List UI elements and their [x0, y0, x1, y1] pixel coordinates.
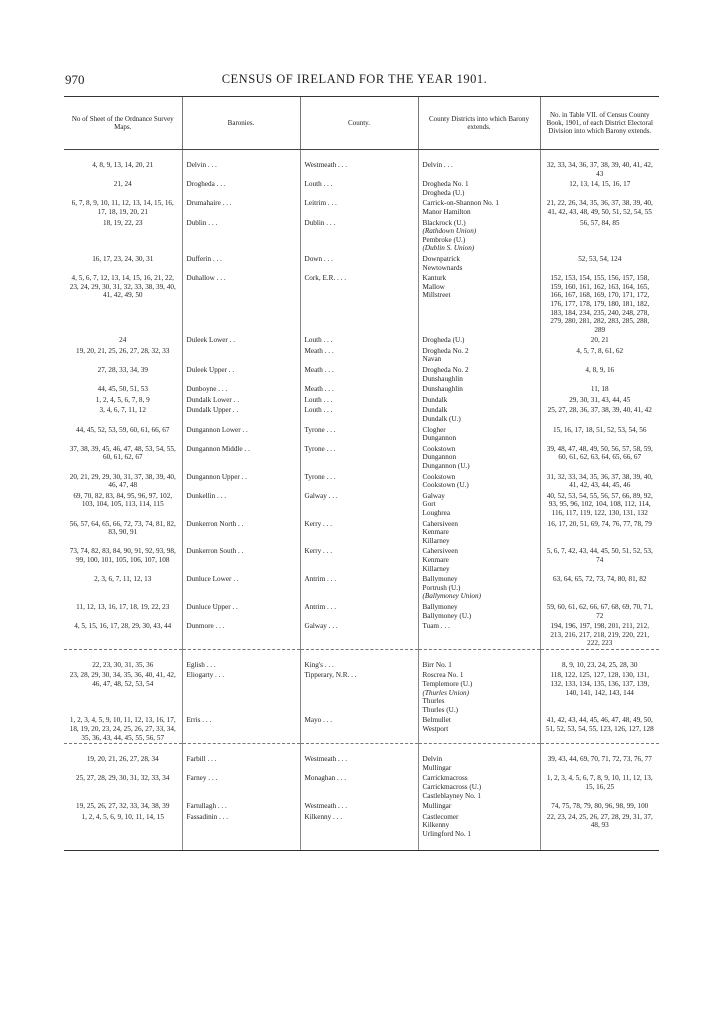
table-row: [64, 519, 659, 547]
district-name: Killarney: [422, 536, 450, 545]
district-cell: [418, 365, 540, 384]
district-name: Dunshaughlin: [422, 385, 463, 394]
district-name: Dundalk (U.): [422, 415, 461, 424]
district-name: Carrickmacross: [422, 774, 468, 783]
sheet-cell: 3, 4, 6, 7, 11, 12: [99, 406, 146, 415]
barony-cell: Drogheda . . .: [182, 179, 300, 198]
sheet-cell: 19, 20, 21, 25, 26, 27, 28, 32, 33: [76, 346, 170, 355]
sheet-cell: 20, 21, 29, 29, 30, 31, 37, 38, 39, 40, 46, 47, 48: [69, 472, 176, 490]
table-number-cell: 11, 18: [540, 384, 659, 395]
spacer-cell: [182, 150, 300, 161]
barony-cell: Eliogarty . . .: [182, 670, 300, 715]
spacer-cell: [64, 744, 182, 755]
table-row: [64, 335, 659, 346]
spacer-cell: [540, 840, 659, 851]
table-number-cell: 12, 13, 14, 15, 16, 17: [540, 179, 659, 198]
table-number-cell: 29, 30, 31, 43, 44, 45: [540, 395, 659, 406]
district-cell: [418, 384, 540, 395]
district-name: Carrick-on-Shannon No. 1: [422, 199, 499, 208]
barony-cell: Dunmore . . .: [182, 621, 300, 649]
barony-cell: Duleek Lower . .: [182, 335, 300, 346]
table-number-cell: 74, 75, 78, 79, 80, 96, 98, 99, 100: [540, 801, 659, 812]
district-name: Delvin: [422, 755, 443, 764]
table-number-cell: 31, 32, 33, 34, 35, 36, 37, 38, 39, 40, 41, 42, 43, 44, 45, 46: [540, 472, 659, 491]
district-name: Clogher: [422, 425, 446, 434]
table-number-cell: 152, 153, 154, 155, 156, 157, 158, 159, 160, 161, 162, 163, 164, 165, 166, 167, 168, 169, 170, 171, 172, 176, 177, 178, 179, 180, 181, 182, 183, 184, 234, 235, 240, 248, 278, 279, 280, 281, 282, 283, 285, 288, 289: [540, 273, 659, 335]
table-row: [64, 444, 659, 472]
table-number-cell: 1, 2, 3, 4, 5, 6, 7, 8, 9, 10, 11, 12, 13, 15, 16, 25: [540, 773, 659, 801]
district-cell: [418, 405, 540, 424]
table-number-cell: 118, 122, 125, 127, 128, 130, 131, 132, 133, 134, 135, 136, 137, 139, 140, 141, 142, 143, 144: [540, 670, 659, 715]
spacer-cell: [418, 649, 540, 660]
spacer-cell: [64, 150, 182, 161]
table-number-cell: 32, 33, 34, 36, 37, 38, 39, 40, 41, 42, 43: [540, 160, 659, 179]
barony-cell: Duleek Upper . .: [182, 365, 300, 384]
table-row: [64, 179, 659, 198]
table-number-cell: 5, 6, 7, 42, 43, 44, 45, 50, 51, 52, 53, 74: [540, 546, 659, 574]
district-name: Dungannon: [422, 434, 457, 443]
county-cell: Kilkenny . . .: [300, 812, 418, 840]
district-name: Drogheda (U.): [422, 336, 465, 345]
district-name: Blackrock (U.): [422, 218, 466, 227]
sheet-cell: 1, 2, 3, 4, 5, 9, 10, 11, 12, 13, 16, 17, 18, 19, 20, 23, 24, 25, 26, 27, 33, 34, 35, 36, 43, 44, 45, 55, 56, 57: [69, 716, 176, 742]
spacer-cell: [300, 744, 418, 755]
table-row: [64, 574, 659, 602]
spacer-cell: [182, 744, 300, 755]
district-cell: [418, 254, 540, 273]
barony-cell: Dunkellin . . .: [182, 491, 300, 519]
census-table: [64, 96, 659, 851]
table-number-cell: 194, 196, 197, 198, 201, 211, 212, 213, 216, 217, 218, 219, 220, 221, 222, 223: [540, 621, 659, 649]
column-header-county: County.: [300, 97, 418, 150]
spacer-cell: [540, 649, 659, 660]
table-row: [64, 491, 659, 519]
barony-cell: [182, 346, 300, 365]
district-name: Dungannon: [422, 453, 457, 462]
barony-cell: Dufferin . . .: [182, 254, 300, 273]
table-header: [64, 97, 659, 150]
county-cell: Tyrone . . .: [300, 472, 418, 491]
county-cell: Cork, E.R. . . .: [300, 273, 418, 335]
county-cell: Westmeath . . .: [300, 160, 418, 179]
barony-cell: Dunkerron North . .: [182, 519, 300, 547]
barony-cell: Dunkerron South . .: [182, 546, 300, 574]
district-cell: [418, 660, 540, 671]
column-header-sheets: No of Sheet of the Ordnance Survey Maps.: [64, 97, 182, 150]
table-number-cell: 56, 57, 84, 85: [540, 218, 659, 254]
district-cell: [418, 160, 540, 179]
group-spacer: [64, 649, 659, 660]
table-number-cell: 4, 8, 9, 16: [540, 365, 659, 384]
sheet-cell: 24: [119, 336, 127, 345]
district-cell: [418, 218, 540, 254]
sheet-cell: 21, 24: [113, 180, 132, 189]
barony-cell: Eglish . . .: [182, 660, 300, 671]
sheet-cell: 16, 17, 23, 24, 30, 31: [92, 254, 154, 263]
district-name: Cookstown (U.): [422, 481, 469, 490]
district-cell: [418, 179, 540, 198]
district-name: Drogheda (U.): [422, 188, 465, 197]
sheet-cell: 69, 70, 82, 83, 84, 95, 96, 97, 102, 103, 104, 105, 113, 114, 115: [73, 491, 173, 509]
sheet-cell: 2, 3, 6, 7, 11, 12, 13: [94, 575, 152, 584]
county-cell: Kerry . . .: [300, 546, 418, 574]
table-body: [64, 150, 659, 851]
district-name: Dungannon (U.): [422, 462, 470, 470]
county-cell: Kerry . . .: [300, 519, 418, 547]
barony-cell: Fartullagh . . .: [182, 801, 300, 812]
district-name: Cookstown: [422, 444, 456, 453]
spacer-cell: [418, 150, 540, 161]
district-name: Mullingar: [422, 763, 452, 772]
district-name: Millstreet: [422, 291, 451, 300]
spacer-cell: [182, 840, 300, 851]
sheet-cell: 19, 25, 26, 27, 32, 33, 34, 38, 39: [76, 802, 170, 811]
county-cell: Meath . . .: [300, 346, 418, 365]
district-cell: [418, 198, 540, 217]
barony-cell: Fassadinin . . .: [182, 812, 300, 840]
county-cell: Galway . . .: [300, 491, 418, 519]
spacer-cell: [300, 649, 418, 660]
district-cell: [418, 519, 540, 547]
district-name: Manor Hamilton: [422, 207, 471, 216]
county-cell: Galway . . .: [300, 621, 418, 649]
table-number-cell: 39, 43, 44, 69, 70, 71, 72, 73, 76, 77: [540, 754, 659, 773]
spacer-cell: [64, 649, 182, 660]
sheet-cell: 23, 28, 29, 30, 34, 35, 36, 40, 41, 42, 46, 47, 48, 52, 53, 54: [69, 671, 176, 689]
district-cell: [418, 754, 540, 773]
county-cell: Antrim . . .: [300, 602, 418, 621]
sheet-cell: 19, 20, 21, 26, 27, 28, 34: [86, 755, 159, 764]
district-name: Cahersiveen: [422, 547, 459, 556]
table-row: [64, 346, 659, 365]
county-cell: Meath . . .: [300, 384, 418, 395]
county-cell: Tipperary, N.R. . .: [300, 670, 418, 715]
barony-cell: Dungannon Middle . .: [182, 444, 300, 472]
district-cell: [418, 273, 540, 335]
table-number-cell: 22, 23, 24, 25, 26, 27, 28, 29, 31, 37, 48, 93: [540, 812, 659, 840]
table-row: [64, 365, 659, 384]
table-row: [64, 546, 659, 574]
district-name: Belmullet: [422, 716, 451, 725]
district-name: Gort: [422, 500, 436, 509]
group-spacer: [64, 150, 659, 161]
table-number-cell: 16, 17, 20, 51, 69, 74, 76, 77, 78, 79: [540, 519, 659, 547]
district-cell: [418, 444, 540, 472]
county-cell: Dublin . . .: [300, 218, 418, 254]
barony-cell: Dungannon Lower . .: [182, 425, 300, 444]
sheet-cell: 22, 23, 30, 31, 35, 36: [92, 660, 154, 669]
barony-cell: Dundalk Lower . .: [182, 395, 300, 406]
county-cell: Louth . . .: [300, 179, 418, 198]
district-cell: [418, 801, 540, 812]
district-cell: [418, 491, 540, 519]
spacer-cell: [540, 744, 659, 755]
district-name: Roscrea No. 1: [422, 671, 464, 680]
column-header-table-numbers: No. in Table VII. of Census County Book, 1901, of each District Electoral Division into which Barony extends.: [540, 97, 659, 150]
district-name: Ballymoney: [422, 575, 458, 584]
table-number-cell: 59, 60, 61, 62, 66, 67, 68, 69, 70, 71, 72: [540, 602, 659, 621]
district-name: Westport: [422, 725, 449, 734]
county-cell: Tyrone . . .: [300, 444, 418, 472]
county-cell: Meath . . .: [300, 365, 418, 384]
district-name: Pembroke (U.): [422, 235, 466, 244]
county-cell: Westmeath . . .: [300, 754, 418, 773]
district-name: Ballymoney: [422, 602, 458, 611]
county-cell: Louth . . .: [300, 405, 418, 424]
table-row: [64, 160, 659, 179]
district-name: Portrush (U.): [422, 583, 461, 592]
sheet-cell: 4, 5, 6, 7, 12, 13, 14, 15, 16, 21, 22, 23, 24, 29, 30, 31, 32, 33, 38, 39, 40, 41, 42, 49, 50: [69, 274, 176, 300]
page-header: [0, 72, 709, 92]
table-row: [64, 254, 659, 273]
sheet-cell: 44, 45, 52, 53, 59, 60, 61, 66, 67: [76, 425, 170, 434]
table-row: [64, 384, 659, 395]
district-name: (Dublin S. Union): [422, 244, 475, 253]
table-row: [64, 773, 659, 801]
barony-cell: Farbill . . .: [182, 754, 300, 773]
sheet-cell: 27, 28, 33, 34, 39: [97, 366, 148, 375]
sheet-cell: 1, 2, 4, 5, 6, 9, 10, 11, 14, 15: [81, 812, 164, 821]
district-name: Loughrea: [422, 508, 451, 517]
sheet-cell: 4, 5, 15, 16, 17, 28, 29, 30, 43, 44: [74, 622, 172, 631]
sheet-cell: 25, 27, 28, 29, 30, 31, 32, 33, 34: [76, 774, 170, 783]
table-row: [64, 621, 659, 649]
district-name: Thurles (U.): [422, 705, 459, 714]
district-name: Urlingford No. 1: [422, 829, 472, 838]
table-row: [64, 395, 659, 406]
sheet-cell: 4, 8, 9, 13, 14, 20, 21: [92, 161, 154, 169]
district-name: Kenmare: [422, 555, 449, 564]
barony-cell: Erris . . .: [182, 715, 300, 743]
district-cell: [418, 773, 540, 801]
county-cell: Antrim . . .: [300, 574, 418, 602]
district-name: Downpatrick: [422, 254, 461, 263]
district-name: Kanturk: [422, 274, 447, 283]
barony-cell: Dunboyne . . .: [182, 384, 300, 395]
district-name: Kenmare: [422, 528, 449, 537]
barony-cell: Dunluce Lower . .: [182, 574, 300, 602]
spacer-cell: [300, 150, 418, 161]
district-name: Drogheda No. 2: [422, 366, 469, 375]
district-cell: [418, 425, 540, 444]
table-row: [64, 715, 659, 743]
table-number-cell: 15, 16, 17, 18, 51, 52, 53, 54, 56: [540, 425, 659, 444]
district-name: Newtownards: [422, 263, 463, 272]
page-title: CENSUS OF IRELAND FOR THE YEAR 1901.: [221, 72, 488, 86]
district-cell: [418, 602, 540, 621]
table-number-cell: 52, 53, 54, 124: [540, 254, 659, 273]
table-row: [64, 801, 659, 812]
spacer-cell: [64, 840, 182, 851]
district-name: Drogheda No. 2: [422, 346, 469, 355]
table-row: [64, 425, 659, 444]
district-name: Dunshaughlin: [422, 374, 463, 383]
county-cell: Mayo . . .: [300, 715, 418, 743]
barony-cell: Delvin . . .: [182, 160, 300, 179]
district-name: Carrickmacross (U.): [422, 783, 482, 791]
district-name: (Thurles Union): [422, 688, 470, 697]
district-name: Galway: [422, 491, 445, 500]
barony-cell: Dundalk Upper . .: [182, 405, 300, 424]
table-row: [64, 670, 659, 715]
district-name: Dundalk: [422, 395, 448, 404]
table-row: [64, 198, 659, 217]
district-name: Ballymoney (U.): [422, 611, 472, 620]
district-cell: [418, 546, 540, 574]
table-row: [64, 754, 659, 773]
district-name: Dundalk: [422, 406, 448, 415]
district-cell: [418, 472, 540, 491]
county-cell: Leitrim . . .: [300, 198, 418, 217]
district-cell: [418, 346, 540, 365]
sheet-cell: 37, 38, 39, 45, 46, 47, 48, 53, 54, 55, 60, 61, 62, 67: [69, 444, 176, 462]
district-name: (Rathdown Union): [422, 227, 477, 236]
district-name: Cahersiveen: [422, 519, 459, 528]
district-name: Killarney: [422, 564, 450, 573]
table-row: [64, 472, 659, 491]
spacer-cell: [418, 840, 540, 851]
district-name: Drogheda No. 1: [422, 180, 469, 189]
district-cell: [418, 574, 540, 602]
column-header-baronies: Baronies.: [182, 97, 300, 150]
district-name: Kilkenny: [422, 821, 450, 830]
spacer-cell: [418, 744, 540, 755]
barony-cell: Dunluce Upper . .: [182, 602, 300, 621]
district-name: Castlecomer: [422, 812, 459, 821]
table-number-cell: 21, 22, 26, 34, 35, 36, 37, 38, 39, 40, 41, 42, 43, 48, 49, 50, 51, 52, 54, 55: [540, 198, 659, 217]
table-row: [64, 273, 659, 335]
district-name: Castleblayney No. 1: [422, 791, 481, 800]
barony-cell: Farney . . .: [182, 773, 300, 801]
spacer-cell: [182, 649, 300, 660]
sheet-cell: 44, 45, 50, 51, 53: [97, 385, 148, 394]
district-name: Mallow: [422, 282, 445, 291]
table-row: [64, 405, 659, 424]
district-cell: [418, 621, 540, 649]
table-number-cell: 40, 52, 53, 54, 55, 56, 57, 66, 89, 92, 93, 95, 96, 102, 104, 108, 112, 114, 116, 117, 119, 122, 130, 131, 132: [540, 491, 659, 519]
table-row: [64, 602, 659, 621]
sheet-cell: 18, 19, 22, 23: [102, 218, 143, 227]
county-cell: King's . . .: [300, 660, 418, 671]
district-name: Navan: [422, 355, 442, 364]
table-bottom-rule: [64, 840, 659, 851]
sheet-cell: 6, 7, 8, 9, 10, 11, 12, 13, 14, 15, 16, 17, 18, 19, 20, 21: [71, 199, 174, 216]
district-cell: [418, 715, 540, 743]
table-number-cell: 63, 64, 65, 72, 73, 74, 80, 81, 82: [540, 574, 659, 602]
table-row: [64, 812, 659, 840]
sheet-cell: 56, 57, 64, 65, 66, 72, 73, 74, 81, 82, 83, 90, 91: [69, 519, 176, 537]
table-row: [64, 660, 659, 671]
barony-cell: Dublin . . .: [182, 218, 300, 254]
page-number: 970: [65, 72, 85, 87]
barony-cell: Duhallow . . .: [182, 273, 300, 335]
county-cell: Tyrone . . .: [300, 425, 418, 444]
district-name: Thurles: [422, 697, 445, 706]
district-cell: [418, 395, 540, 406]
table-number-cell: 8, 9, 10, 23, 24, 25, 28, 30: [540, 660, 659, 671]
district-name: Delvin . . .: [422, 161, 453, 169]
sheet-cell: 73, 74, 82, 83, 84, 90, 91, 92, 93, 98, 99, 100, 101, 105, 106, 107, 108: [69, 547, 176, 564]
sheet-cell: 11, 12, 13, 16, 17, 18, 19, 22, 23: [76, 602, 170, 611]
table-number-cell: 39, 48, 47, 48, 49, 50, 56, 57, 58, 59, 60, 61, 62, 63, 64, 65, 66, 67: [540, 444, 659, 472]
district-name: Tuam . . .: [422, 622, 450, 631]
table-number-cell: 20, 21: [540, 335, 659, 346]
barony-cell: Drumahaire . . .: [182, 198, 300, 217]
table-number-cell: 25, 27, 28, 36, 37, 38, 39, 40, 41, 42: [540, 405, 659, 424]
sheet-cell: 1, 2, 4, 5, 6, 7, 8, 9: [95, 395, 150, 404]
district-name: Birr No. 1: [422, 660, 452, 669]
district-name: (Ballymoney Union): [422, 592, 481, 601]
table-number-cell: 41, 42, 43, 44, 45, 46, 47, 48, 49, 50, 51, 52, 53, 54, 55, 123, 126, 127, 128: [540, 715, 659, 743]
county-cell: Louth . . .: [300, 335, 418, 346]
county-cell: Monaghan . . .: [300, 773, 418, 801]
barony-cell: Dungannon Upper . .: [182, 472, 300, 491]
spacer-cell: [300, 840, 418, 851]
column-header-districts: County Districts into which Barony extends.: [418, 97, 540, 150]
district-name: Mullingar: [422, 802, 452, 811]
district-name: Templemore (U.): [422, 680, 473, 689]
county-cell: Westmeath . . .: [300, 801, 418, 812]
table-row: [64, 218, 659, 254]
group-spacer: [64, 744, 659, 755]
district-cell: [418, 670, 540, 715]
county-cell: Louth . . .: [300, 395, 418, 406]
district-name: Cookstown: [422, 472, 456, 481]
table-number-cell: 4, 5, 7, 8, 61, 62: [540, 346, 659, 365]
county-cell: Down . . .: [300, 254, 418, 273]
district-cell: [418, 335, 540, 346]
district-cell: [418, 812, 540, 840]
spacer-cell: [540, 150, 659, 161]
